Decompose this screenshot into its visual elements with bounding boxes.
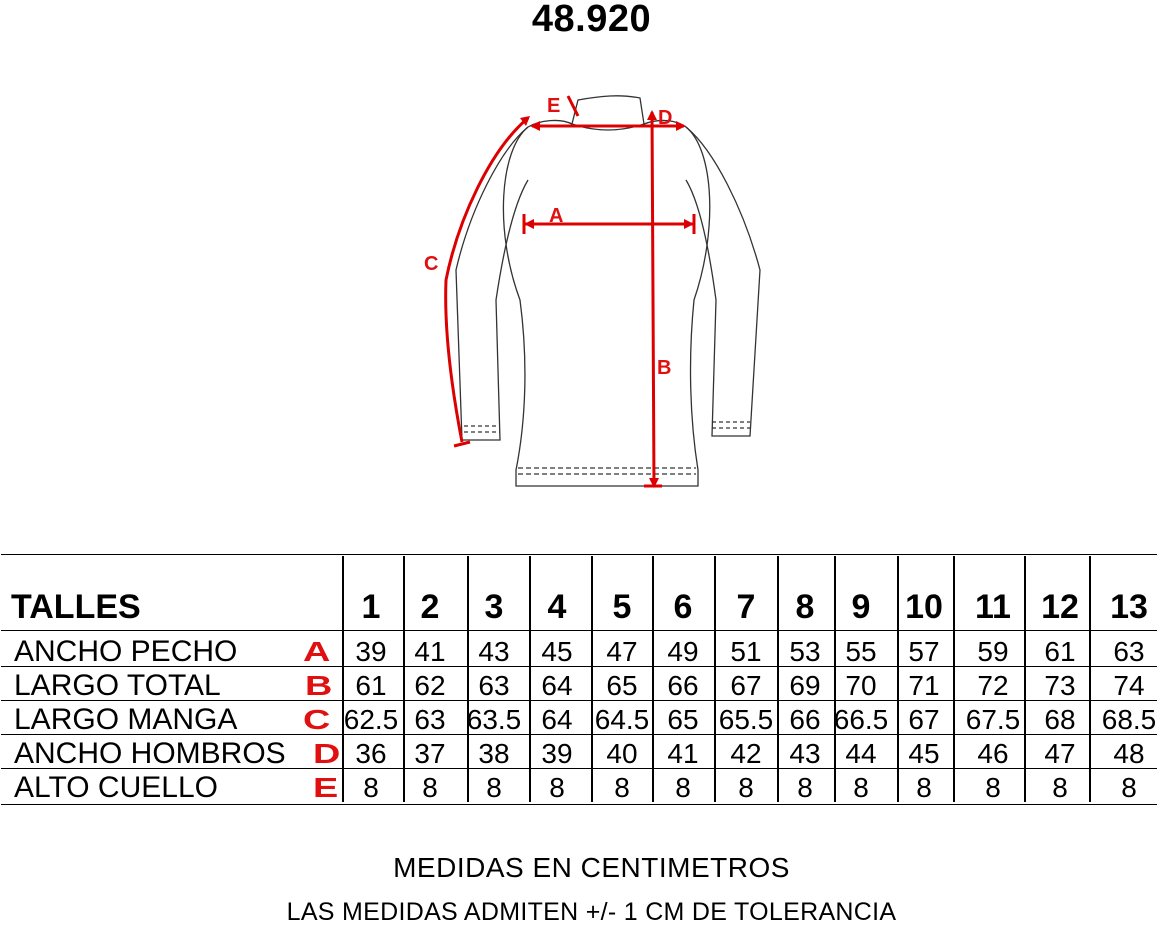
table-cell: 64 bbox=[541, 670, 573, 701]
row-label: LARGO TOTAL bbox=[14, 669, 221, 702]
size-header: 10 bbox=[905, 588, 943, 626]
size-header: 4 bbox=[547, 588, 567, 626]
table-cell: 53 bbox=[789, 636, 821, 667]
table-cell: 8 bbox=[916, 772, 932, 803]
footer-units: MEDIDAS EN CENTIMETROS bbox=[393, 852, 790, 883]
table-cell: 66 bbox=[789, 704, 821, 735]
measure-letter: A bbox=[303, 636, 331, 667]
label-a: A bbox=[549, 205, 564, 227]
measure-letter: C bbox=[303, 704, 331, 735]
table-cell: 74 bbox=[1113, 670, 1145, 701]
table-cell: 72 bbox=[977, 670, 1009, 701]
table-cell: 62 bbox=[414, 670, 446, 701]
table-cell: 47 bbox=[1044, 738, 1076, 769]
table-cell: 67.5 bbox=[965, 704, 1021, 735]
table-cell: 38 bbox=[478, 738, 510, 769]
row-label: ANCHO HOMBROS bbox=[14, 737, 286, 770]
size-header: 2 bbox=[420, 588, 440, 626]
table-cell: 66 bbox=[667, 670, 699, 701]
row-label: LARGO MANGA bbox=[14, 703, 238, 736]
table-cell: 40 bbox=[606, 738, 638, 769]
label-b: B bbox=[657, 357, 672, 379]
measure-letter: D bbox=[313, 738, 341, 769]
table-cell: 48 bbox=[1113, 738, 1145, 769]
table-cell: 73 bbox=[1044, 670, 1076, 701]
size-header: 7 bbox=[736, 588, 756, 626]
table-bottom-border bbox=[1, 804, 1157, 805]
measure-letter: E bbox=[313, 772, 339, 803]
table-cell: 63.5 bbox=[466, 704, 522, 735]
table-cell: 39 bbox=[355, 636, 387, 667]
table-cell: 61 bbox=[1044, 636, 1076, 667]
table-cell: 8 bbox=[1121, 772, 1137, 803]
table-cell: 43 bbox=[478, 636, 510, 667]
table-cell: 8 bbox=[797, 772, 813, 803]
size-header: 5 bbox=[612, 588, 632, 626]
table-cell: 63 bbox=[478, 670, 510, 701]
table-cell: 8 bbox=[853, 772, 869, 803]
table-cell: 37 bbox=[414, 738, 446, 769]
table-cell: 57 bbox=[908, 636, 940, 667]
talles-header: TALLES bbox=[11, 588, 141, 626]
table-cell: 55 bbox=[845, 636, 877, 667]
table-cell: 8 bbox=[486, 772, 502, 803]
table-cell: 39 bbox=[541, 738, 573, 769]
table-cell: 41 bbox=[414, 636, 446, 667]
table-cell: 41 bbox=[667, 738, 699, 769]
size-header: 8 bbox=[795, 588, 815, 626]
table-cell: 8 bbox=[549, 772, 565, 803]
table-cell: 59 bbox=[977, 636, 1009, 667]
row-label: ALTO CUELLO bbox=[14, 771, 218, 804]
table-cell: 43 bbox=[789, 738, 821, 769]
table-cell: 8 bbox=[363, 772, 379, 803]
garment-diagram bbox=[400, 80, 800, 500]
table-cell: 8 bbox=[1052, 772, 1068, 803]
table-cell: 71 bbox=[908, 670, 940, 701]
table-cell: 46 bbox=[977, 738, 1009, 769]
table-cell: 63 bbox=[414, 704, 446, 735]
table-cell: 8 bbox=[614, 772, 630, 803]
label-d: D bbox=[658, 107, 673, 129]
table-cell: 68.5 bbox=[1101, 704, 1157, 735]
table-cell: 45 bbox=[908, 738, 940, 769]
page-title: 48.920 bbox=[531, 0, 652, 40]
table-cell: 70 bbox=[845, 670, 877, 701]
table-cell: 45 bbox=[541, 636, 573, 667]
measure-letter: B bbox=[305, 670, 333, 701]
size-header: 6 bbox=[673, 588, 693, 626]
row-label: ANCHO PECHO bbox=[14, 635, 238, 668]
footer-tolerance: LAS MEDIDAS ADMITEN +/- 1 CM DE TOLERANCIA bbox=[286, 898, 897, 926]
table-cell: 69 bbox=[789, 670, 821, 701]
table-cell: 36 bbox=[355, 738, 387, 769]
size-table bbox=[1, 554, 1157, 804]
table-cell: 66.5 bbox=[833, 704, 889, 735]
table-cell: 8 bbox=[675, 772, 691, 803]
size-header: 13 bbox=[1110, 588, 1148, 626]
table-cell: 65 bbox=[606, 670, 638, 701]
size-header: 11 bbox=[975, 588, 1011, 626]
table-cell: 47 bbox=[606, 636, 638, 667]
table-cell: 63 bbox=[1113, 636, 1145, 667]
table-cell: 42 bbox=[730, 738, 762, 769]
table-cell: 68 bbox=[1044, 704, 1076, 735]
size-header: 1 bbox=[361, 588, 381, 626]
label-e: E bbox=[547, 95, 561, 117]
row-divider bbox=[1, 630, 1157, 631]
table-cell: 8 bbox=[985, 772, 1001, 803]
table-cell: 8 bbox=[738, 772, 754, 803]
label-c: C bbox=[424, 253, 439, 275]
table-cell: 49 bbox=[667, 636, 699, 667]
table-cell: 8 bbox=[422, 772, 438, 803]
size-header: 9 bbox=[851, 588, 871, 626]
table-cell: 65.5 bbox=[718, 704, 774, 735]
size-header: 3 bbox=[484, 588, 504, 626]
table-cell: 61 bbox=[355, 670, 387, 701]
table-top-border bbox=[1, 554, 1157, 555]
table-cell: 64.5 bbox=[594, 704, 650, 735]
table-cell: 62.5 bbox=[343, 704, 399, 735]
table-cell: 51 bbox=[730, 636, 762, 667]
table-cell: 65 bbox=[667, 704, 699, 735]
table-cell: 64 bbox=[541, 704, 573, 735]
table-cell: 67 bbox=[730, 670, 762, 701]
table-cell: 67 bbox=[908, 704, 940, 735]
table-cell: 44 bbox=[845, 738, 877, 769]
size-header: 12 bbox=[1041, 588, 1079, 626]
